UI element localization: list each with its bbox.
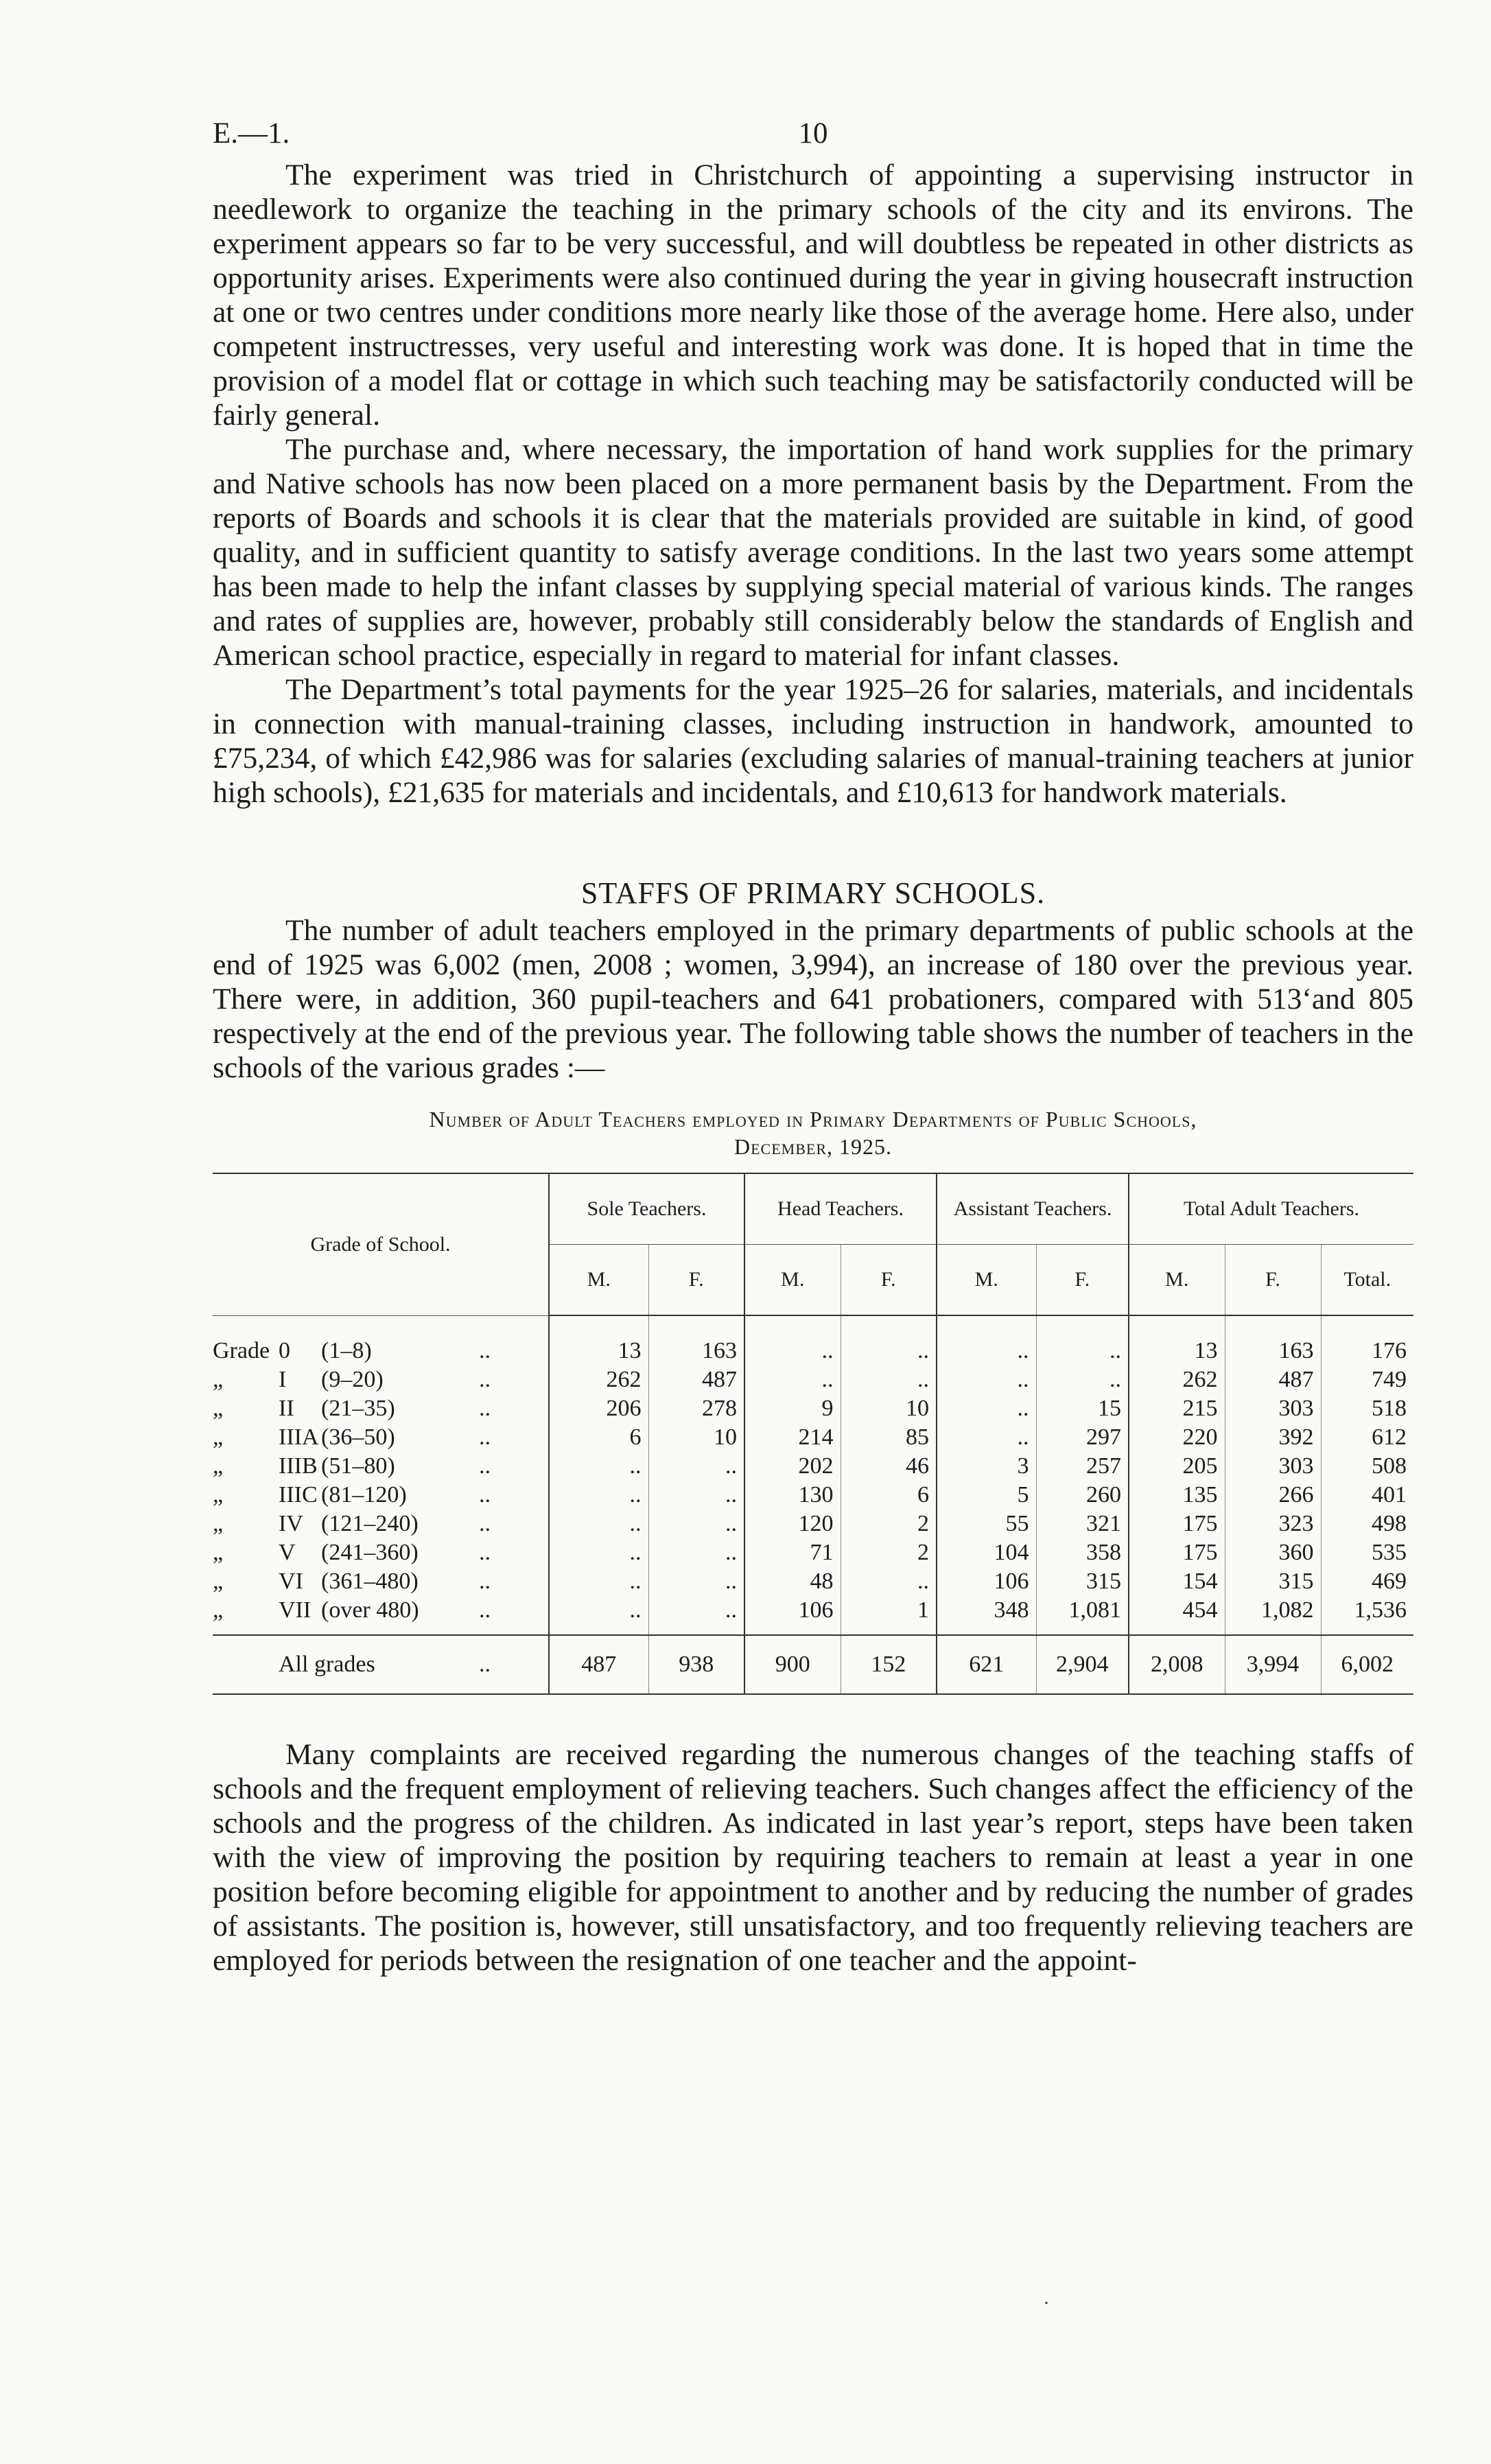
cell-head-f: 1 (841, 1596, 937, 1635)
cell-head-m: 120 (744, 1510, 841, 1538)
running-head (213, 110, 1413, 158)
grade-range: (over 480) (321, 1597, 419, 1623)
grade-grade: VII (279, 1597, 312, 1623)
cell-sole-m: 6 (549, 1423, 648, 1452)
cell-sole-m: .. (549, 1510, 648, 1538)
grade-dots: .. (479, 1511, 491, 1536)
cell-total-m: 262 (1129, 1365, 1225, 1394)
cell-sole-m: .. (549, 1481, 648, 1510)
grade-prefix: „ (213, 1367, 224, 1392)
grade-prefix: „ (213, 1453, 224, 1479)
total-head-m: 900 (744, 1635, 841, 1694)
grade-label (213, 1481, 549, 1510)
grade-dots: .. (479, 1337, 491, 1363)
grade-prefix: „ (213, 1569, 224, 1594)
cell-total-m: 220 (1129, 1423, 1225, 1452)
subheader-total-m: M. (1129, 1245, 1225, 1316)
cell-head-m: 202 (744, 1452, 841, 1481)
cell-total-m: 13 (1129, 1315, 1225, 1365)
cell-assistant-m: 5 (937, 1481, 1036, 1510)
grade-dots: .. (479, 1453, 491, 1479)
grade-label (213, 1315, 549, 1365)
cell-assistant-m: 104 (937, 1538, 1036, 1567)
table-row (213, 1596, 1413, 1635)
cell-sole-f: .. (648, 1481, 744, 1510)
cell-total-m: 135 (1129, 1481, 1225, 1510)
cell-assistant-m: 106 (937, 1567, 1036, 1596)
grade-prefix: „ (213, 1396, 224, 1421)
section-title: STAFFS OF PRIMARY SCHOOLS. (580, 876, 1046, 910)
cell-total-f: 315 (1225, 1567, 1321, 1596)
cell-total-all: 535 (1321, 1538, 1413, 1567)
print-mark: · (1043, 2292, 1050, 2314)
cell-sole-f: .. (648, 1538, 744, 1567)
cell-assistant-m: 3 (937, 1452, 1036, 1481)
cell-assistant-m: .. (937, 1365, 1036, 1394)
cell-total-f: 392 (1225, 1423, 1321, 1452)
paragraph-payments: The Department’s total payments for the year 1925–26 for salaries, materials, and incidentals in connection with manual-training classes, including instruction in handwork, amounted to £75,234, of which £42,986 was for salaries (excluding salaries of manual-training teachers at junior high schools), £21,635 for materials and incidentals, and £10,613 for handwork materials. (213, 673, 1413, 809)
paragraph-needlework: The experiment was tried in Christchurch of appointing a supervising instructor in needlework to organize the teaching in the primary schools of the city and its environs. The experiment appears so far to be very successful, and will doubtless be repeated in other districts as opportunity arises. Experiments were also continued during the year in giving housecraft instruction at one or two centres under conditions more nearly like those of the average home. Here also, under competent instructresses, very useful and interesting work was done. It is hoped that in time the provision of a model flat or cottage in which such teaching may be satisfactorily conducted will be fairly general. (213, 159, 1413, 432)
table-row (213, 1567, 1413, 1596)
cell-assistant-m: .. (937, 1423, 1036, 1452)
grade-header: Grade of School. (213, 1173, 549, 1315)
cell-total-m: 454 (1129, 1596, 1225, 1635)
grade-grade: IIIC (279, 1482, 318, 1507)
cell-head-m: 48 (744, 1567, 841, 1596)
cell-sole-f: 278 (648, 1394, 744, 1423)
total-head-f: 152 (841, 1635, 937, 1694)
grade-range: (241–360) (321, 1540, 419, 1565)
grade-grade: II (279, 1396, 294, 1421)
cell-sole-f: .. (648, 1510, 744, 1538)
cell-head-f: 2 (841, 1538, 937, 1567)
paragraph-staff-intro: The number of adult teachers employed in the primary departments of public schools at the end of 1925 was 6,002 (men, 2008 ; women, 3,994), an increase of 180 over the previous year. There were, in addition, 360 pupil-teachers and 641 probationers, compared with 513‘and 805 respectively at the end of the previous year. The following table shows the number of teachers in the schools of the various grades :— (213, 914, 1413, 1084)
cell-total-f: 487 (1225, 1365, 1321, 1394)
cell-total-f: 303 (1225, 1452, 1321, 1481)
cell-assistant-m: 55 (937, 1510, 1036, 1538)
cell-total-f: 266 (1225, 1481, 1321, 1510)
total-total-f: 3,994 (1225, 1635, 1321, 1694)
cell-total-f: 1,082 (1225, 1596, 1321, 1635)
cell-sole-f: 163 (648, 1315, 744, 1365)
grade-dots: .. (479, 1367, 491, 1392)
cell-sole-f: 10 (648, 1423, 744, 1452)
cell-total-all: 1,536 (1321, 1596, 1413, 1635)
cell-total-all: 176 (1321, 1315, 1413, 1365)
cell-total-f: 360 (1225, 1538, 1321, 1567)
cell-assistant-f: 260 (1036, 1481, 1129, 1510)
cell-total-m: 175 (1129, 1510, 1225, 1538)
subheader-total-f: F. (1225, 1245, 1321, 1316)
cell-assistant-f: 358 (1036, 1538, 1129, 1567)
cell-assistant-f: 1,081 (1036, 1596, 1129, 1635)
cell-total-all: 469 (1321, 1567, 1413, 1596)
total-assistant-f: 2,904 (1036, 1635, 1129, 1694)
grade-dots: .. (479, 1540, 491, 1565)
total-label-dots: .. (479, 1652, 491, 1677)
grade-dots: .. (479, 1424, 491, 1450)
grade-grade: V (279, 1540, 296, 1565)
cell-head-m: 130 (744, 1481, 841, 1510)
table-row (213, 1452, 1413, 1481)
table-row (213, 1510, 1413, 1538)
cell-sole-m: 262 (549, 1365, 648, 1394)
table-caption (213, 1105, 1413, 1160)
total-label-text: All grades (279, 1652, 375, 1677)
cell-total-all: 749 (1321, 1365, 1413, 1394)
subheader-assistant-m: M. (937, 1245, 1036, 1316)
cell-total-m: 154 (1129, 1567, 1225, 1596)
cell-total-all: 401 (1321, 1481, 1413, 1510)
table-caption-line-2: December, 1925. (733, 1134, 892, 1159)
grade-label (213, 1510, 549, 1538)
cell-sole-f: .. (648, 1452, 744, 1481)
grade-prefix: „ (213, 1482, 224, 1507)
cell-total-f: 323 (1225, 1510, 1321, 1538)
cell-assistant-m: 348 (937, 1596, 1036, 1635)
cell-total-m: 175 (1129, 1538, 1225, 1567)
cell-assistant-f: 15 (1036, 1394, 1129, 1423)
total-sole-f: 938 (648, 1635, 744, 1694)
cell-sole-m: 13 (549, 1315, 648, 1365)
adult-teachers-table (213, 1173, 1413, 1695)
grade-prefix: „ (213, 1540, 224, 1565)
cell-head-f: 6 (841, 1481, 937, 1510)
table-total-row (213, 1635, 1413, 1694)
table-row (213, 1315, 1413, 1365)
grade-dots: .. (479, 1396, 491, 1421)
grade-range: (21–35) (321, 1396, 395, 1421)
cell-total-m: 215 (1129, 1394, 1225, 1423)
cell-head-f: .. (841, 1567, 937, 1596)
grade-prefix: „ (213, 1424, 224, 1450)
grade-dots: .. (479, 1597, 491, 1623)
table-row (213, 1365, 1413, 1394)
cell-assistant-f: 321 (1036, 1510, 1129, 1538)
cell-head-f: 10 (841, 1394, 937, 1423)
grade-prefix: Grade (213, 1337, 270, 1363)
cell-sole-m: .. (549, 1452, 648, 1481)
cell-sole-m: .. (549, 1596, 648, 1635)
grade-prefix: „ (213, 1511, 224, 1536)
header-total-adult-teachers: Total Adult Teachers. (1129, 1173, 1413, 1245)
page-number: 10 (798, 117, 828, 150)
paragraph-handwork-supplies: The purchase and, where necessary, the importation of hand work supplies for the primary and Native schools has now been placed on a more permanent basis by the Department. From the reports of Boards and schools it is clear that the materials provided are suitable in kind, of good quality, and in sufficient quantity to satisfy average conditions. In the last two years some attempt has been made to help the infant classes by supplying special material of various kinds. The ranges and rates of supplies are, however, probably still considerably below the standards of English and American school practice, especially in regard to material for infant classes. (213, 433, 1413, 672)
subheader-sole-f: F. (648, 1245, 744, 1316)
cell-sole-f: .. (648, 1567, 744, 1596)
subheader-total-all: Total. (1321, 1245, 1413, 1316)
grade-label (213, 1394, 549, 1423)
grade-dots: .. (479, 1569, 491, 1594)
cell-total-all: 508 (1321, 1452, 1413, 1481)
grade-range: (51–80) (321, 1453, 395, 1479)
grade-grade: IIIB (279, 1453, 318, 1479)
cell-head-f: .. (841, 1365, 937, 1394)
cell-sole-f: .. (648, 1596, 744, 1635)
cell-head-m: .. (744, 1365, 841, 1394)
grade-prefix: „ (213, 1597, 224, 1623)
total-sole-m: 487 (549, 1635, 648, 1694)
total-assistant-m: 621 (937, 1635, 1036, 1694)
cell-total-all: 498 (1321, 1510, 1413, 1538)
table-row (213, 1538, 1413, 1567)
table-row (213, 1394, 1413, 1423)
grade-label (213, 1452, 549, 1481)
document-reference: E.—1. (213, 117, 290, 150)
grade-range: (1–8) (321, 1337, 372, 1363)
cell-total-f: 163 (1225, 1315, 1321, 1365)
cell-assistant-f: .. (1036, 1365, 1129, 1394)
grade-range: (121–240) (321, 1511, 419, 1536)
cell-head-m: 71 (744, 1538, 841, 1567)
grade-grade: 0 (279, 1337, 290, 1363)
grade-label (213, 1538, 549, 1567)
document-page (213, 110, 1413, 1978)
cell-head-m: 9 (744, 1394, 841, 1423)
cell-head-m: 214 (744, 1423, 841, 1452)
cell-assistant-f: 257 (1036, 1452, 1129, 1481)
cell-total-f: 303 (1225, 1394, 1321, 1423)
cell-assistant-f: 297 (1036, 1423, 1129, 1452)
subheader-sole-m: M. (549, 1245, 648, 1316)
cell-sole-m: 206 (549, 1394, 648, 1423)
table-body (213, 1315, 1413, 1694)
cell-sole-m: .. (549, 1538, 648, 1567)
subheader-assistant-f: F. (1036, 1245, 1129, 1316)
header-sole-teachers: Sole Teachers. (549, 1173, 744, 1245)
grade-label (213, 1423, 549, 1452)
cell-head-f: 85 (841, 1423, 937, 1452)
subheader-head-m: M. (744, 1245, 841, 1316)
cell-sole-m: .. (549, 1567, 648, 1596)
cell-assistant-m: .. (937, 1315, 1036, 1365)
grade-grade: I (279, 1367, 287, 1392)
grade-label (213, 1365, 549, 1394)
grade-range: (36–50) (321, 1424, 395, 1450)
cell-total-all: 518 (1321, 1394, 1413, 1423)
cell-total-all: 612 (1321, 1423, 1413, 1452)
grade-range: (9–20) (321, 1367, 384, 1392)
grade-grade: IV (279, 1511, 303, 1536)
grade-range: (81–120) (321, 1482, 407, 1507)
header-assistant-teachers: Assistant Teachers. (937, 1173, 1129, 1245)
grade-label (213, 1567, 549, 1596)
grade-dots: .. (479, 1482, 491, 1507)
total-total-all: 6,002 (1321, 1635, 1413, 1694)
cell-assistant-m: .. (937, 1394, 1036, 1423)
header-head-teachers: Head Teachers. (744, 1173, 937, 1245)
cell-head-f: 2 (841, 1510, 937, 1538)
cell-total-m: 205 (1129, 1452, 1225, 1481)
cell-assistant-f: .. (1036, 1315, 1129, 1365)
total-label (213, 1635, 549, 1694)
cell-assistant-f: 315 (1036, 1567, 1129, 1596)
table-row (213, 1481, 1413, 1510)
table-caption-line-1: Number of Adult Teachers employed in Primary Departments of Public Schools, (429, 1107, 1197, 1131)
cell-head-m: .. (744, 1315, 841, 1365)
total-total-m: 2,008 (1129, 1635, 1225, 1694)
grade-range: (361–480) (321, 1569, 419, 1594)
table-row (213, 1423, 1413, 1452)
grade-grade: IIIA (279, 1424, 319, 1450)
grade-label (213, 1596, 549, 1635)
cell-head-f: 46 (841, 1452, 937, 1481)
cell-head-m: 106 (744, 1596, 841, 1635)
grade-grade: VI (279, 1569, 303, 1594)
subheader-head-f: F. (841, 1245, 937, 1316)
paragraph-staff-changes: Many complaints are received regarding the numerous changes of the teaching staffs of schools and the frequent employment of relieving teachers. Such changes affect the efficiency of the schools and the progress of the children. As indicated in last year’s report, steps have been taken with the view of improving the position by requiring teachers to remain at least a year in one position before becoming eligible for appointment to another and by reducing the number of grades of assistants. The position is, however, still unsatisfactory, and too frequently relieving teachers are employed for periods between the resignation of one teacher and the appoint- (213, 1738, 1413, 1977)
cell-sole-f: 487 (648, 1365, 744, 1394)
cell-head-f: .. (841, 1315, 937, 1365)
